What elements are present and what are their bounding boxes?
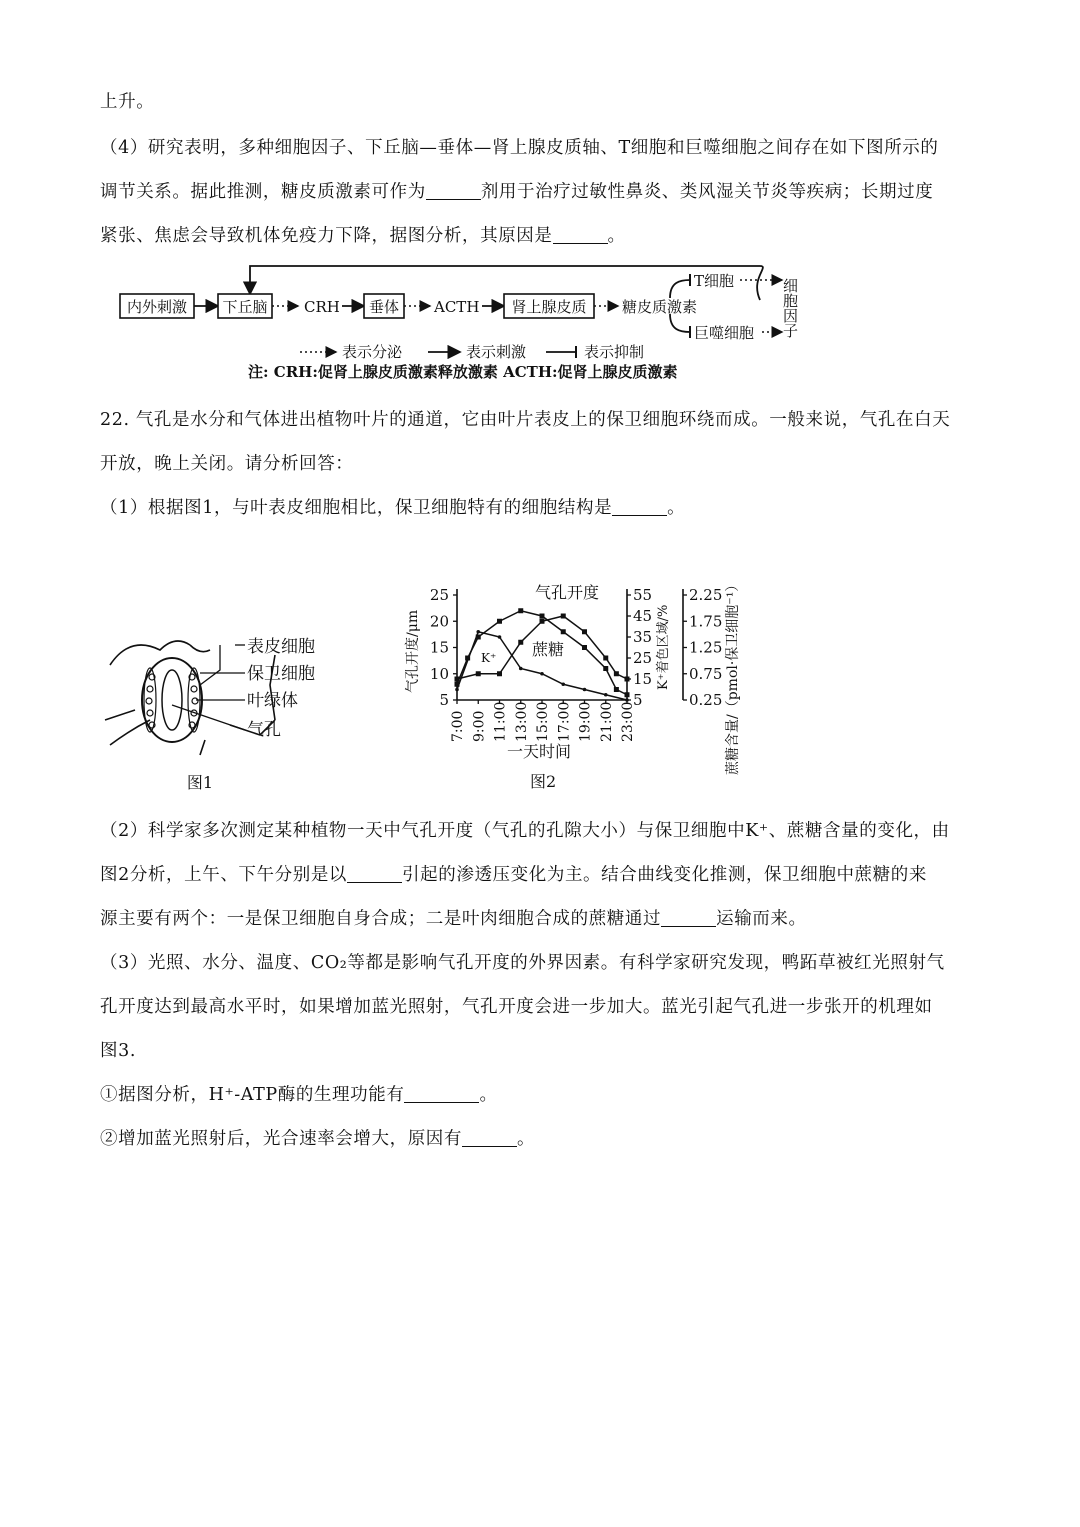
series-point-0 — [603, 666, 608, 671]
series-point-0 — [497, 619, 502, 624]
series-point-0 — [561, 629, 566, 634]
node-hypothalamus-label: 下丘脑 — [222, 298, 268, 316]
x-tick-label: 7:00 — [450, 710, 466, 742]
q21-4-line1: （4）研究表明，多种细胞因子、下丘脑—垂体—肾上腺皮质轴、T细胞和巨噬细胞之间存在如下图所示的 — [100, 138, 939, 158]
q22-part3-line2: 孔开度达到最高水平时，如果增加蓝光照射，气孔开度会进一步加大。蓝光引起气孔进一步张开的机理如 — [100, 997, 933, 1017]
fig1-caption: 图1 — [186, 773, 214, 792]
chart-y-mid-label: K⁺着色区域/% — [656, 604, 671, 690]
series-point-2 — [497, 671, 502, 676]
series-point-2 — [582, 629, 587, 634]
y-mid-tick-label: 25 — [633, 649, 653, 667]
node-stimulus-label: 内外刺激 — [126, 298, 188, 316]
fig1-label-epidermal: 表皮细胞 — [247, 637, 315, 657]
y-right-tick-label: 2.25 — [689, 586, 723, 604]
legend-stimulate: 表示刺激 — [466, 343, 527, 361]
y-left-tick-label: 20 — [429, 612, 449, 631]
series-point-1 — [604, 693, 608, 697]
y-mid-tick-label: 55 — [633, 586, 653, 604]
series-point-2 — [614, 671, 619, 676]
y-left-tick-label: 10 — [429, 664, 449, 683]
q21-4-line3: 紧张、焦虑会导致机体免疫力下降，据图分析，其原因是 。 — [100, 226, 626, 246]
y-right-tick-label: 0.25 — [689, 691, 723, 709]
series-point-0 — [540, 614, 545, 619]
answer-blank[interactable] — [553, 226, 608, 245]
chart-y-left-label: 气孔开度/μm — [405, 609, 421, 693]
node-adrenal-cortex-label: 肾上腺皮质 — [511, 298, 587, 316]
y-mid-tick-label: 35 — [633, 628, 653, 646]
answer-blank[interactable] — [347, 865, 402, 884]
answer-blank[interactable] — [462, 1129, 517, 1148]
fig1-label-stoma: 气孔 — [247, 720, 281, 740]
fig1-label-guard: 保卫细胞 — [247, 664, 315, 684]
series-point-2 — [540, 619, 545, 624]
y-left-tick-label: 15 — [429, 638, 449, 657]
x-tick-label: 23:00 — [620, 701, 636, 742]
y-right-tick-label: 1.25 — [689, 638, 723, 657]
series-point-1 — [540, 672, 544, 676]
series-point-2 — [518, 640, 523, 645]
q22-part2-line1: （2）科学家多次测定某种植物一天中气孔开度（气孔的孔隙大小）与保卫细胞中K⁺、蔗糖含量的变化，由 — [100, 821, 950, 841]
answer-blank[interactable] — [404, 1085, 479, 1104]
node-glucocorticoid: 糖皮质激素 — [622, 298, 698, 316]
y-left-tick-label: 5 — [439, 691, 449, 709]
y-mid-tick-label: 5 — [633, 691, 643, 709]
x-tick-label: 15:00 — [535, 701, 551, 742]
series-point-1 — [476, 630, 480, 634]
q22-stem2: 开放，晚上关闭。请分析回答： — [100, 454, 354, 474]
y-right-tick-label: 1.75 — [689, 612, 723, 631]
fig1-label-chloroplast: 叶绿体 — [247, 691, 298, 711]
series-point-0 — [614, 687, 619, 692]
chart-xlabel: 一天时间 — [507, 742, 572, 761]
node-pituitary-label: 垂体 — [368, 298, 400, 316]
series-point-1 — [583, 688, 587, 692]
chart-label-sucrose: 蔗糖 — [532, 640, 565, 659]
answer-blank[interactable] — [661, 909, 716, 928]
node-t-cell: T细胞 — [694, 272, 735, 290]
node-crh: CRH — [304, 298, 340, 316]
figure-1 — [100, 625, 330, 800]
x-tick-label: 9:00 — [471, 710, 488, 742]
y-left-tick-label: 25 — [429, 586, 449, 604]
q22-part2-line3: 源主要有两个：一是保卫细胞自身合成；二是叶肉细胞合成的蔗糖通过 运输而来。 — [100, 909, 807, 929]
q22-part3-line3: 图3. — [100, 1041, 136, 1061]
chart-label-k: K⁺ — [481, 651, 497, 665]
legend-inhibit: 表示抑制 — [584, 343, 645, 361]
chart-y-right-label: 蔗糖含量/（pmol·保卫细胞⁻¹） — [725, 577, 741, 775]
series-point-2 — [476, 671, 481, 676]
series-point-2 — [455, 677, 460, 682]
series-point-2 — [603, 656, 608, 661]
fig2-caption: 图2 — [530, 772, 557, 791]
legend-secrete: 表示分泌 — [342, 343, 403, 361]
x-tick-label: 17:00 — [556, 701, 573, 742]
chart-label-stoma: 气孔开度 — [535, 583, 600, 602]
series-point-1 — [561, 682, 565, 686]
node-cytokine: 细胞因子 — [781, 278, 799, 338]
series-point-1 — [519, 667, 523, 671]
x-tick-label: 19:00 — [577, 701, 594, 742]
series-point-1 — [625, 698, 629, 702]
figure-2-chart — [395, 525, 765, 800]
x-tick-label: 13:00 — [513, 701, 530, 742]
diagram-note: 注: CRH:促肾上腺皮质激素释放激素 ACTH:促肾上腺皮质激素 — [248, 363, 678, 381]
q21-4-line2: 调节关系。据此推测，糖皮质激素可作为 剂用于治疗过敏性鼻炎、类风湿关节炎等疾病；长期过度 — [100, 182, 934, 202]
q22-sub2: ②增加蓝光照射后，光合速率会增大，原因有 。 — [100, 1129, 536, 1149]
x-tick-label: 11:00 — [492, 701, 509, 742]
series-point-2 — [625, 677, 630, 682]
y-right-tick-label: 0.75 — [689, 664, 723, 683]
node-acth: ACTH — [434, 298, 480, 316]
y-mid-tick-label: 15 — [633, 670, 653, 688]
q22-sub1: ①据图分析，H⁺-ATP酶的生理功能有 。 — [100, 1085, 498, 1105]
answer-blank[interactable] — [612, 498, 667, 517]
q22-part1: （1）根据图1，与叶表皮细胞相比，保卫细胞特有的细胞结构是 。 — [100, 498, 686, 518]
q22-stem1: 22. 气孔是水分和气体进出植物叶片的通道，它由叶片表皮上的保卫细胞环绕而成。一般来说，气孔在白天 — [100, 410, 951, 430]
q22-part3-line1: （3）光照、水分、温度、CO₂等都是影响气孔开度的外界因素。有科学家研究发现，鸭跖草被红光照射气 — [100, 953, 945, 973]
series-point-0 — [582, 645, 587, 650]
q22-part2-line2: 图2分析，上午、下午分别是以 引起的渗透压变化为主。结合曲线变化推测，保卫细胞中蔗糖的来 — [100, 865, 927, 885]
q21-tail: 上升。 — [100, 92, 155, 112]
hpa-diagram — [110, 258, 830, 383]
series-point-2 — [561, 614, 566, 619]
x-tick-label: 21:00 — [598, 701, 615, 742]
answer-blank[interactable] — [426, 182, 481, 201]
node-macrophage: 巨噬细胞 — [694, 324, 755, 342]
y-mid-tick-label: 45 — [633, 607, 653, 625]
series-point-1 — [498, 635, 502, 639]
series-point-0 — [518, 608, 523, 613]
series-point-1 — [455, 688, 459, 692]
series-point-0 — [625, 692, 630, 697]
